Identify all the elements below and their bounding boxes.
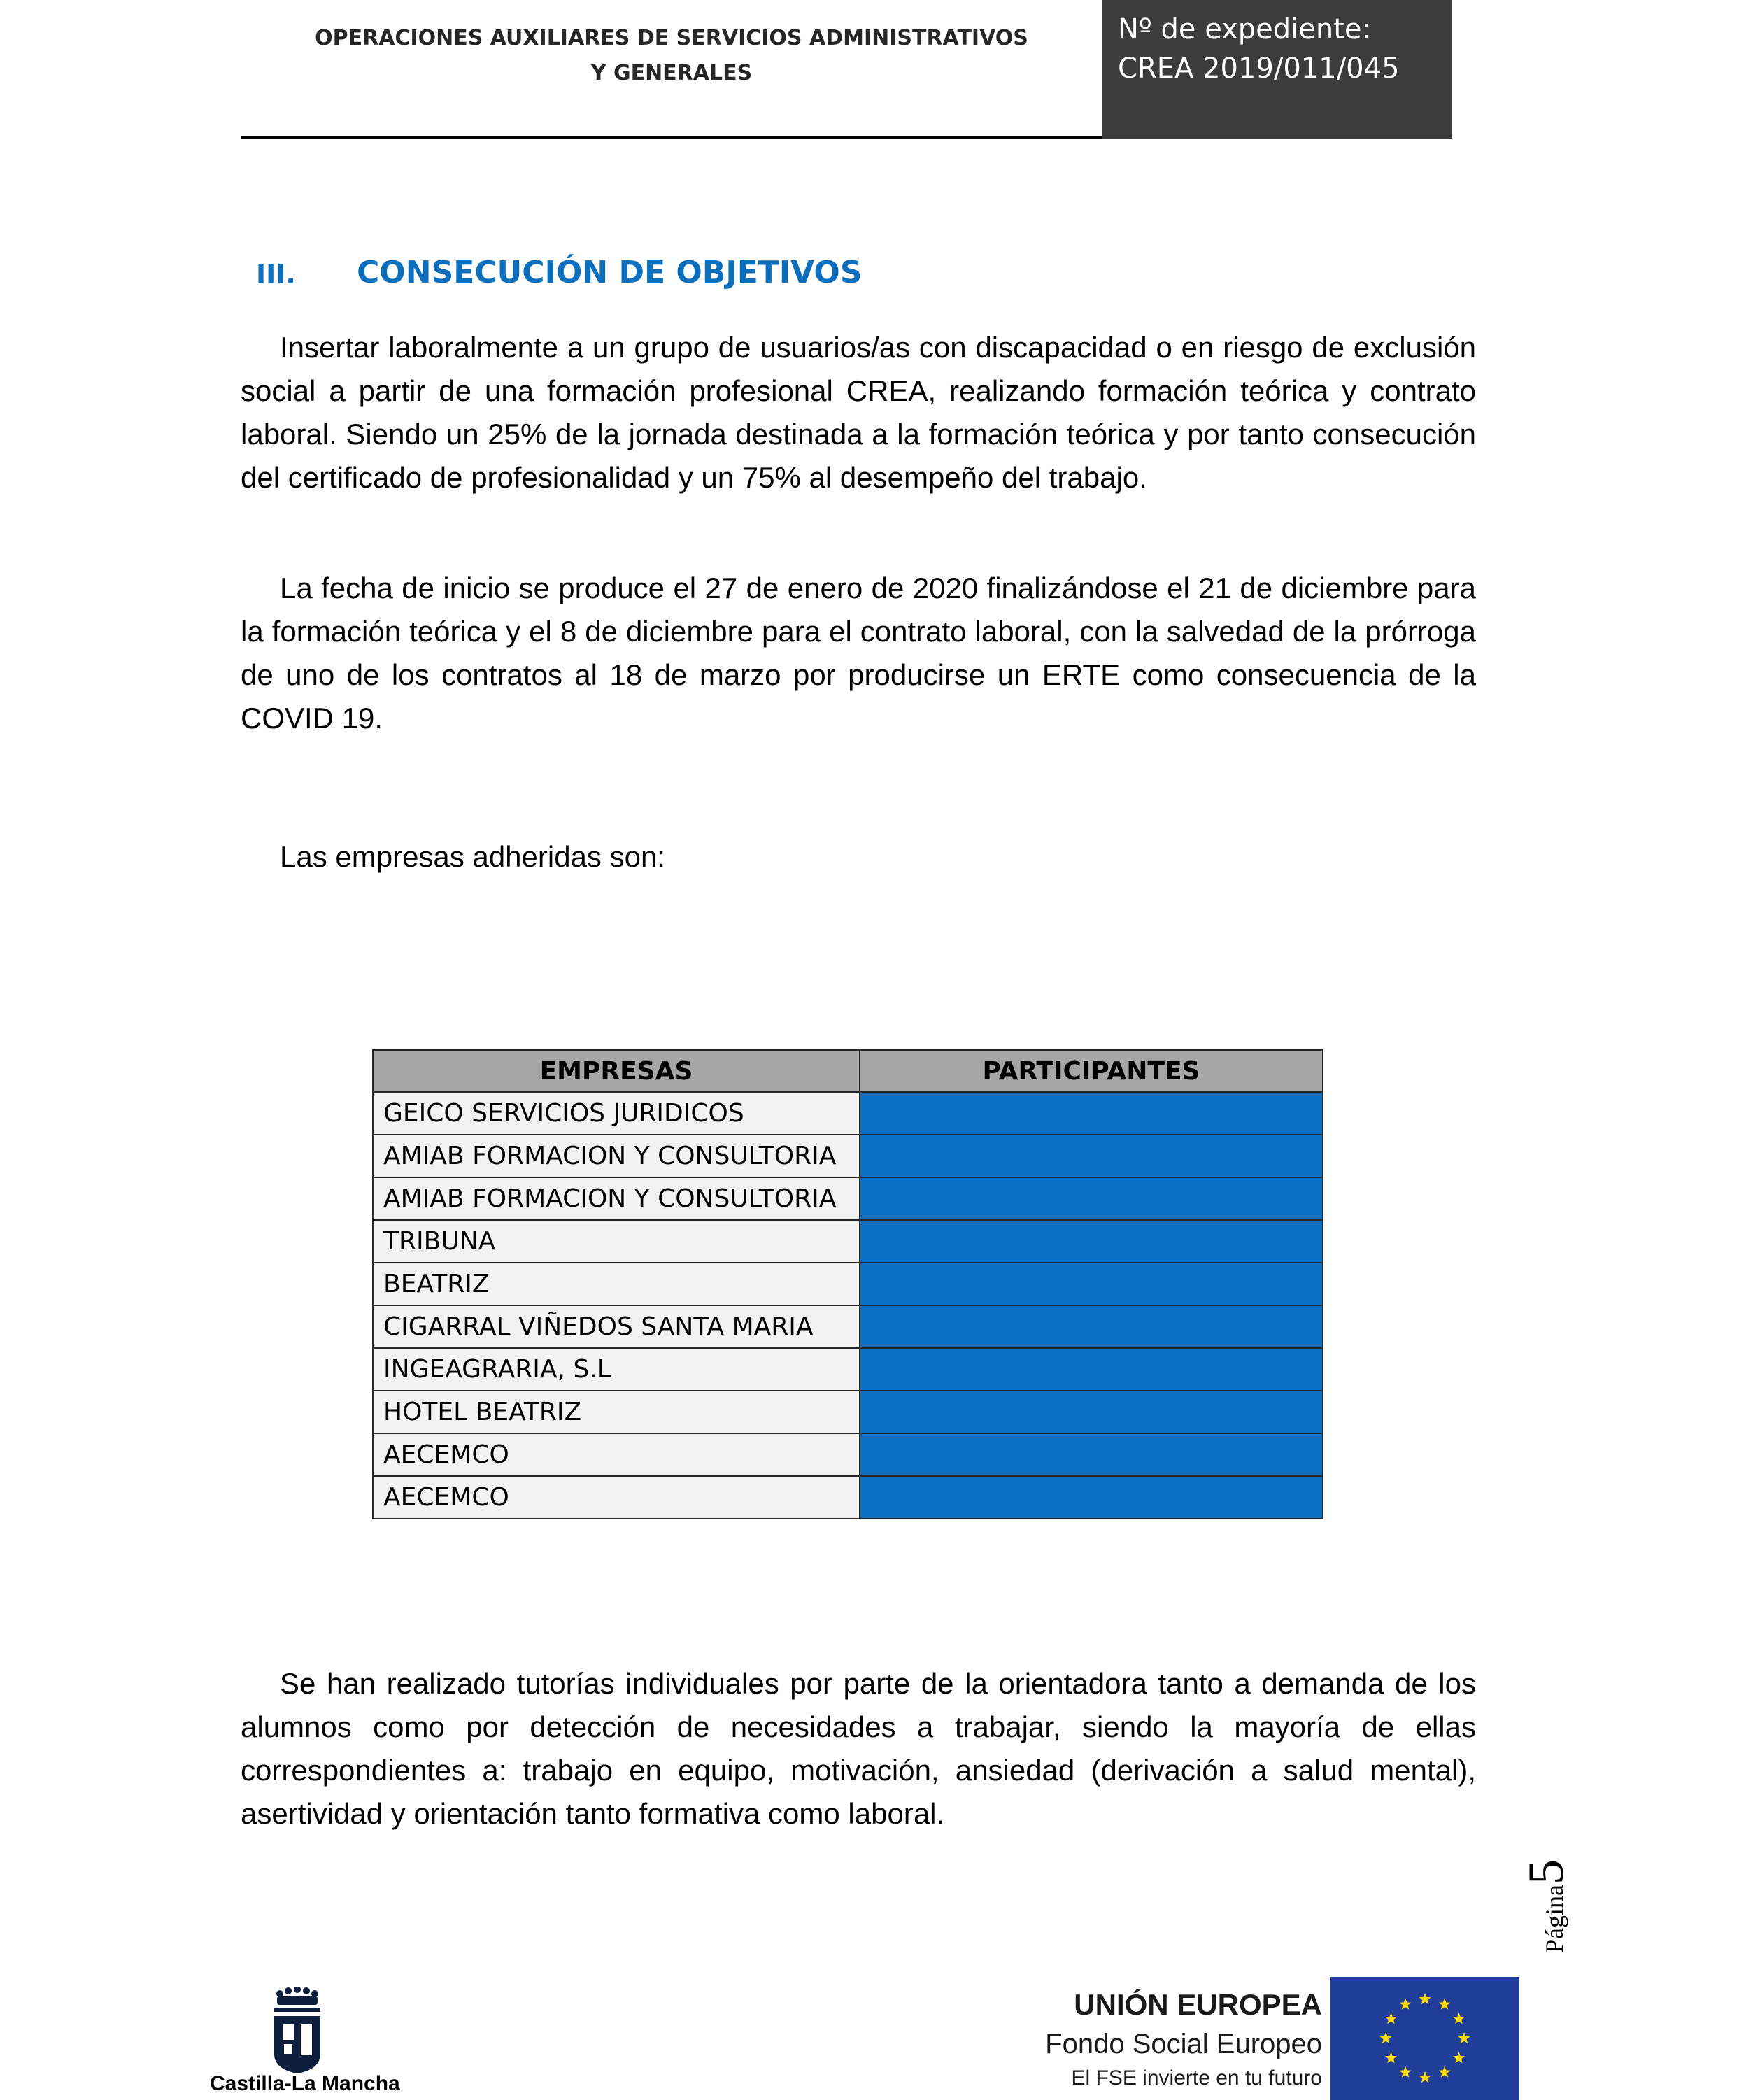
company-name-cell: TRIBUNA bbox=[373, 1220, 860, 1263]
company-name-cell: INGEAGRARIA, S.L bbox=[373, 1348, 860, 1391]
table-row bbox=[373, 1476, 1323, 1519]
company-name-cell: CIGARRAL VIÑEDOS SANTA MARIA bbox=[373, 1305, 860, 1348]
company-name-cell: AMIAB FORMACION Y CONSULTORIA bbox=[373, 1177, 860, 1220]
participants-cell bbox=[860, 1135, 1323, 1177]
companies-table bbox=[372, 1049, 1323, 1519]
table-row bbox=[373, 1305, 1323, 1348]
eu-title: UNIÓN EUROPEA bbox=[1074, 1988, 1322, 2021]
participants-cell bbox=[860, 1348, 1323, 1391]
participants-cell bbox=[860, 1305, 1323, 1348]
company-name-cell: AECEMCO bbox=[373, 1433, 860, 1476]
table-row bbox=[373, 1391, 1323, 1433]
company-name-cell: HOTEL BEATRIZ bbox=[373, 1391, 860, 1433]
table-row bbox=[373, 1177, 1323, 1220]
participants-cell bbox=[860, 1220, 1323, 1263]
table-row bbox=[373, 1220, 1323, 1263]
table-header-row bbox=[373, 1050, 1323, 1092]
eu-motto: El FSE invierte en tu futuro bbox=[1071, 2066, 1322, 2090]
expediente-label: Nº de expediente: bbox=[1118, 13, 1372, 45]
section-number: III. bbox=[256, 259, 296, 290]
paragraph-companies-intro: Las empresas adheridas son: bbox=[280, 840, 665, 873]
table-row bbox=[373, 1433, 1323, 1476]
company-name-cell: AMIAB FORMACION Y CONSULTORIA bbox=[373, 1135, 860, 1177]
table-row bbox=[373, 1092, 1323, 1135]
participants-cell bbox=[860, 1391, 1323, 1433]
participants-cell bbox=[860, 1476, 1323, 1519]
paragraph-objectives: Insertar laboralmente a un grupo de usuarios/as con discapacidad o en riesgo de exclusión social a partir de una formación profesional CREA, realizando formación teórica y contrato laboral. Siendo un 25% de la jornada destinada a la formación teórica y por tanto consecución del certificado de profesionalidad y un 75% al desempeño del trabajo. bbox=[241, 331, 1476, 494]
company-name-cell: AECEMCO bbox=[373, 1476, 860, 1519]
participants-cell bbox=[860, 1092, 1323, 1135]
header-divider bbox=[241, 136, 1102, 139]
column-header-participantes: PARTICIPANTES bbox=[860, 1050, 1323, 1092]
column-header-empresas: EMPRESAS bbox=[373, 1050, 860, 1092]
section-title: CONSECUCIÓN DE OBJETIVOS bbox=[357, 255, 863, 290]
table-row bbox=[373, 1135, 1323, 1177]
castilla-la-mancha-name: Castilla-La Mancha bbox=[210, 2072, 400, 2095]
eu-fund-name: Fondo Social Europeo bbox=[1045, 2029, 1322, 2059]
participants-cell bbox=[860, 1433, 1323, 1476]
company-name-cell: GEICO SERVICIOS JURIDICOS bbox=[373, 1092, 860, 1135]
page-number-value: 5 bbox=[1518, 1859, 1574, 1885]
page-label: Página bbox=[1540, 1885, 1568, 1953]
eu-flag-icon bbox=[1330, 1977, 1519, 2100]
page-number bbox=[1518, 1859, 1588, 1953]
participants-cell bbox=[860, 1263, 1323, 1305]
document-header-title: OPERACIONES AUXILIARES DE SERVICIOS ADMINISTRATIVOS Y GENERALES bbox=[315, 26, 1028, 85]
paragraph-dates: La fecha de inicio se produce el 27 de enero de 2020 finalizándose el 21 de diciembre para la formación teórica y el 8 de diciembre para el contrato laboral, con la salvedad de la prórroga de uno de los contratos al 18 de marzo por producirse un ERTE como consecuencia de la COVID 19. bbox=[241, 572, 1476, 735]
company-name-cell: BEATRIZ bbox=[373, 1263, 860, 1305]
participants-cell bbox=[860, 1177, 1323, 1220]
table-row bbox=[373, 1263, 1323, 1305]
paragraph-tutorials: Se han realizado tutorías individuales por parte de la orientadora tanto a demanda de los alumnos como por detección de necesidades a trabajar, siendo la mayoría de ellas correspondientes a: trabajo en equipo, motivación, ansiedad (derivación a salud mental), asertividad y orientación tanto formativa como laboral. bbox=[241, 1667, 1476, 1830]
table-row bbox=[373, 1348, 1323, 1391]
expediente-box bbox=[1102, 0, 1452, 139]
expediente-value: CREA 2019/011/045 bbox=[1118, 52, 1400, 85]
